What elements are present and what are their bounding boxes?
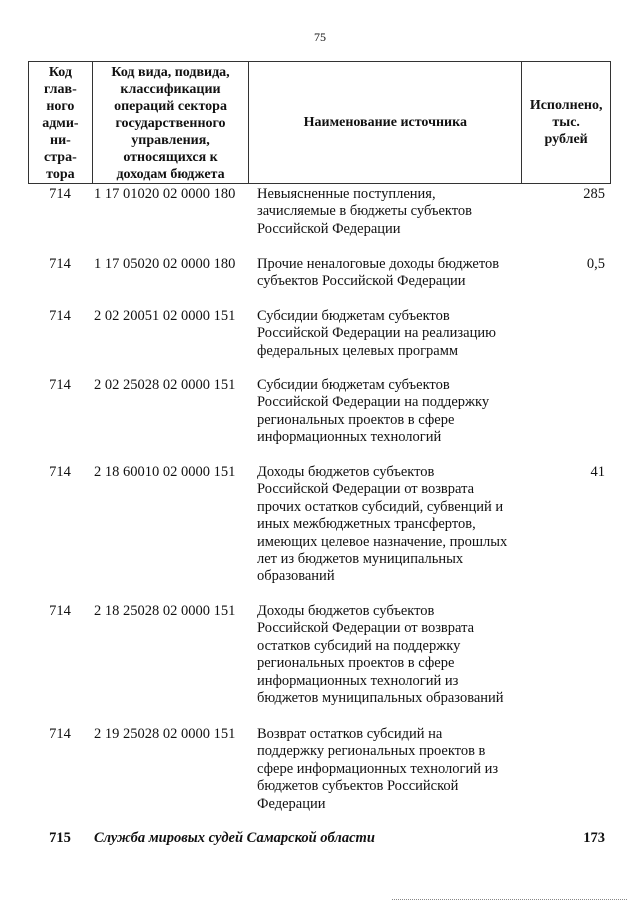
- row-admin-code: 714: [49, 603, 71, 619]
- row-source-name: Субсидии бюджетам субъектов Российской Федерации на поддержку региональных проектов в сфере информационных технологий: [257, 377, 490, 446]
- row-classification-code: 1 17 05020 02 0000 180: [94, 256, 236, 272]
- row-admin-code: 714: [49, 377, 71, 393]
- row-admin-code: 714: [49, 464, 71, 480]
- header-executed: Исполнено, тыс. рублей: [529, 98, 603, 147]
- row-classification-code: 2 18 60010 02 0000 151: [94, 464, 236, 480]
- row-source-name: Прочие неналоговые доходы бюджетов субъектов Российской Федерации: [257, 256, 500, 290]
- row-admin-code: 714: [49, 256, 71, 272]
- header-admin-code: Код глав- ного адми- ни- стра- тора: [29, 62, 93, 183]
- row-classification-code: 2 18 25028 02 0000 151: [94, 603, 236, 619]
- row-classification-code: 2 19 25028 02 0000 151: [94, 726, 236, 742]
- summary-executed-value: 173: [583, 830, 605, 846]
- row-classification-code: 1 17 01020 02 0000 180: [94, 186, 236, 202]
- row-executed-value: 0,5: [586, 256, 605, 272]
- summary-admin-code: 715: [49, 830, 71, 846]
- header-source-name: Наименование источника: [249, 62, 522, 183]
- row-executed-value: 41: [590, 464, 605, 480]
- row-source-name: Возврат остатков субсидий на поддержку региональных проектов в сфере информационных технологий из бюджетов субъектов Российской Федерации: [257, 726, 499, 812]
- page-number: 75: [314, 30, 326, 44]
- row-admin-code: 714: [49, 308, 71, 324]
- row-classification-code: 2 02 25028 02 0000 151: [94, 377, 236, 393]
- row-executed-value: 285: [583, 186, 605, 202]
- row-admin-code: 714: [49, 186, 71, 202]
- row-source-name: Субсидии бюджетам субъектов Российской Федерации на реализацию федеральных целевых программ: [257, 308, 496, 359]
- row-source-name: Невыясненные поступления, зачисляемые в бюджеты субъектов Российской Федерации: [257, 186, 473, 237]
- table-header: [28, 61, 611, 184]
- row-source-name: Доходы бюджетов субъектов Российской Федерации от возврата прочих остатков субсидий, субвенций и иных межбюджетных трансфертов, имеющих целевое назначение, прошлых лет из бюджетов муниципальных образований: [257, 464, 508, 585]
- header-classification-code: Код вида, подвида, классификации операций сектора государственного управления, относящихся к доходам бюджета: [93, 62, 249, 183]
- row-admin-code: 714: [49, 726, 71, 742]
- row-classification-code: 2 02 20051 02 0000 151: [94, 308, 236, 324]
- row-source-name: Доходы бюджетов субъектов Российской Федерации от возврата остатков субсидий на поддержку региональных проектов в сфере информационных технологий из бюджетов муниципальных образований: [257, 603, 504, 707]
- summary-source-name: Служба мировых судей Самарской области: [94, 830, 375, 846]
- footer-divider: [392, 899, 627, 900]
